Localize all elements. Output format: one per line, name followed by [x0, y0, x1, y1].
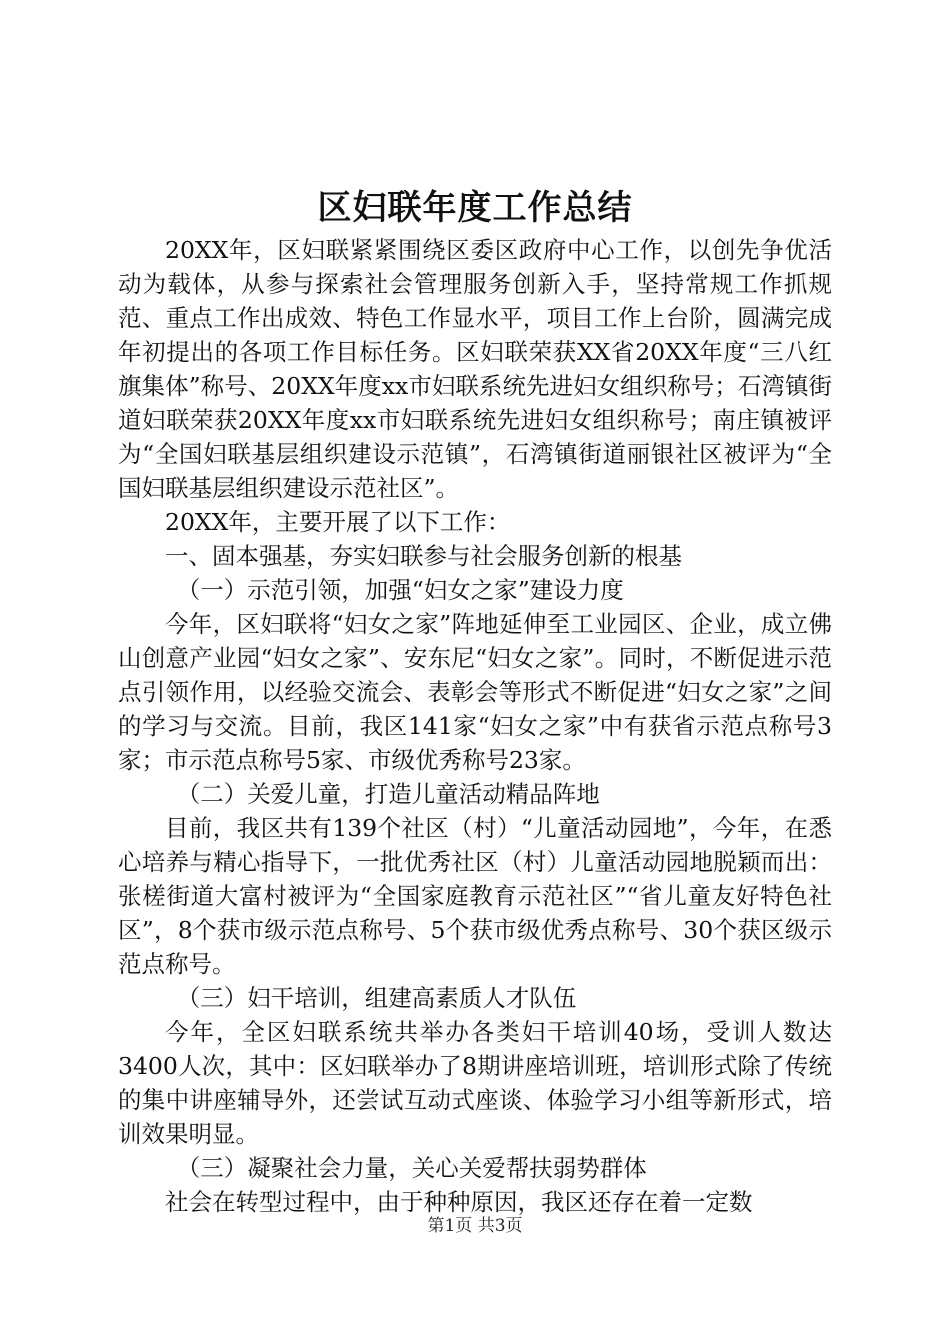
subsection-heading-2: （二）关爱儿童，打造儿童活动精品阵地	[176, 780, 600, 808]
document-body	[118, 233, 832, 1219]
document-title: 区妇联年度工作总结	[317, 188, 633, 228]
paragraph-intro: 20XX年，区妇联紧紧围绕区委区政府中心工作，以创先争优活动为载体，从参与探索社会管理服务创新入手，坚持常规工作抓规范、重点工作出成效、特色工作显水平，项目工作上台阶，圆满完成年初提出的各项工作目标任务。区妇联荣获XX省20XX年度“三八红旗集体”称号、20XX年度xx市妇联系统先进妇女组织称号；石湾镇街道妇联荣获20XX年度xx市妇联系统先进妇女组织称号；南庄镇被评为“全国妇联基层组织建设示范镇”，石湾镇街道丽银社区被评为“全国妇联基层组织建设示范社区”。	[118, 236, 832, 502]
paragraph-women-home: 今年，区妇联将“妇女之家”阵地延伸至工业园区、企业，成立佛山创意产业园“妇女之家”、安东尼“妇女之家”。同时，不断促进示范点引领作用，以经验交流会、表彰会等形式不断促进“妇女之家”之间的学习与交流。目前，我区141家“妇女之家”中有获省示范点称号3家；市示范点称号5家、市级优秀称号23家。	[118, 610, 832, 774]
section-heading-1: 一、固本强基，夯实妇联参与社会服务创新的根基	[165, 542, 682, 570]
page-footer: 第1页 共3页	[427, 1216, 523, 1236]
paragraph-social: 社会在转型过程中，由于种种原因，我区还存在着一定数	[165, 1188, 753, 1216]
paragraph-overview: 20XX年，主要开展了以下工作：	[165, 508, 511, 536]
subsection-heading-4: （三）凝聚社会力量，关心关爱帮扶弱势群体	[176, 1154, 647, 1182]
paragraph-training: 今年，全区妇联系统共举办各类妇干培训40场，受训人数达3400人次，其中：区妇联举办了8期讲座培训班，培训形式除了传统的集中讲座辅导外，还尝试互动式座谈、体验学习小组等新形式，培训效果明显。	[118, 1018, 832, 1148]
paragraph-children: 目前，我区共有139个社区（村）“儿童活动园地”，今年，在悉心培养与精心指导下，一批优秀社区（村）儿童活动园地脱颖而出：张槎街道大富村被评为“全国家庭教育示范社区”“省儿童友好特色社区”，8个获市级示范点称号、5个获市级优秀点称号、30个获区级示范点称号。	[118, 814, 832, 978]
subsection-heading-3: （三）妇干培训，组建高素质人才队伍	[176, 984, 577, 1012]
subsection-heading-1: （一）示范引领，加强“妇女之家”建设力度	[176, 576, 624, 604]
